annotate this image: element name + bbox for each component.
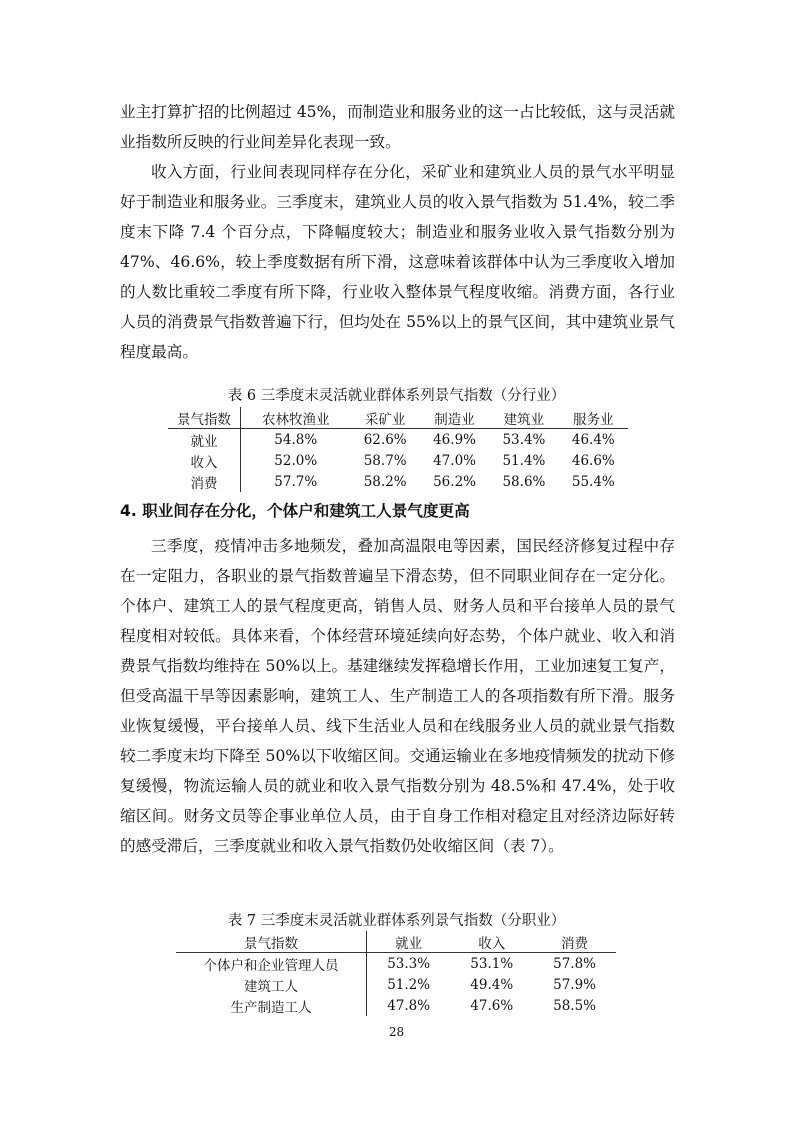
table-header-cell: 消费: [533, 931, 616, 953]
table-row: [176, 953, 616, 975]
table-row: [176, 974, 616, 995]
row-label: 收入: [168, 450, 241, 471]
row-label: 个体户和企业管理人员: [176, 953, 367, 975]
table-cell: 46.4%: [571, 431, 615, 448]
table7: [176, 931, 616, 1016]
table-cell: 49.4%: [470, 976, 514, 993]
table-cell: 56.2%: [433, 473, 476, 490]
row-label: 消费: [168, 471, 241, 492]
table-cell: 51.4%: [502, 452, 546, 469]
table-row: [168, 429, 628, 451]
table-cell: 57.9%: [553, 976, 597, 993]
row-label: 就业: [168, 429, 241, 451]
table-header-cell: 就业: [367, 931, 451, 953]
table-cell: 47.6%: [470, 997, 514, 1014]
table-header-cell: 景气指数: [176, 931, 367, 953]
page-number: 28: [388, 1025, 405, 1039]
row-label: 建筑工人: [176, 974, 367, 995]
table-cell: 47.8%: [387, 997, 431, 1014]
table-header-cell: 采矿业: [350, 407, 419, 429]
table-cell: 51.2%: [387, 976, 431, 993]
table-row: [176, 995, 616, 1016]
table-cell: 57.8%: [553, 955, 597, 972]
table-header-row: [176, 931, 616, 953]
table-cell: 62.6%: [363, 431, 407, 448]
table-cell: 58.5%: [553, 997, 597, 1014]
table6: [168, 407, 628, 492]
table6-caption: 表 6 三季度末灵活就业群体系列景气指数（分行业）: [227, 388, 566, 404]
paragraph-occupation: 三季度，疫情冲击多地频发，叠加高温限电等因素，国民经济修复过程中存在一定阻力，各职业的景气指数普遍呈下滑态势，但不同职业间存在一定分化。个体户、建筑工人的景气程度更高，销售人员、财务人员和平台接单人员的景气程度相对较低。具体来看，个体经营环境延续向好态势，个体户就业、收入和消费景气指数均维持在 50%以上。基建继续发挥稳增长作用，工业加速复工复产，但受高温干旱等因素影响，建筑工人、生产制造工人的各项指数有所下滑。服务业恢复缓慢，平台接单人员、线下生活业人员和在线服务业人员的就业景气指数较二季度末均下降至 50%以下收缩区间。交通运输业在多地疫情频发的扰动下修复缓慢，物流运输人员的就业和收入景气指数分别为 48.5%和 47.4%，处于收缩区间。财务文员等企事业单位人员，由于自身工作相对稳定且对经济边际好转的感受滞后，三季度就业和收入景气指数仍处收缩区间（表 7）。: [120, 537, 675, 855]
table-cell: 46.6%: [571, 452, 615, 469]
table-row: [168, 471, 628, 492]
table-cell: 58.2%: [363, 473, 407, 490]
table-cell: 52.0%: [274, 452, 318, 469]
table-cell: 58.6%: [502, 473, 546, 490]
table-cell: 53.3%: [387, 955, 431, 972]
table-header-cell: 服务业: [559, 407, 628, 429]
table-row: [168, 450, 628, 471]
table7-caption: 表 7 三季度末灵活就业群体系列景气指数（分职业）: [227, 913, 566, 929]
paragraph-income: 收入方面，行业间表现同样存在分化，采矿业和建筑业人员的景气水平明显好于制造业和服务业。三季度末，建筑业人员的收入景气指数为 51.4%，较二季度末下降 7.4 个百分点，下降幅度较大；制造业和服务业收入景气指数分别为 47%、46.6%，较上季度数据有所下滑，这意味着该群体中认为三季度收入增加的人数比重较二季度有所下降，行业收入整体景气程度收缩。消费方面，各行业人员的消费景气指数普遍下行，但均处在 55%以上的景气区间，其中建筑业景气程度最高。: [120, 163, 675, 361]
table-header-cell: 制造业: [420, 407, 489, 429]
table-cell: 47.0%: [433, 452, 476, 469]
table-header-row: [168, 407, 628, 429]
table-header-cell: 农林牧渔业: [241, 407, 351, 429]
table-cell: 58.7%: [363, 452, 407, 469]
table-header-cell: 景气指数: [168, 407, 241, 429]
table-cell: 53.4%: [502, 431, 546, 448]
row-label: 生产制造工人: [176, 995, 367, 1016]
table-cell: 53.1%: [470, 955, 514, 972]
table-header-cell: 建筑业: [489, 407, 558, 429]
table-cell: 57.7%: [274, 473, 318, 490]
paragraph-intro-continuation: 业主打算扩招的比例超过 45%，而制造业和服务业的这一占比较低，这与灵活就业指数所反映的行业间差异化表现一致。: [120, 103, 675, 151]
table-cell: 55.4%: [571, 473, 615, 490]
table-cell: 54.8%: [274, 431, 318, 448]
table-header-cell: 收入: [450, 931, 533, 953]
section-heading: 4. 职业间存在分化，个体户和建筑工人景气度更高: [120, 502, 470, 520]
table-cell: 46.9%: [433, 431, 476, 448]
